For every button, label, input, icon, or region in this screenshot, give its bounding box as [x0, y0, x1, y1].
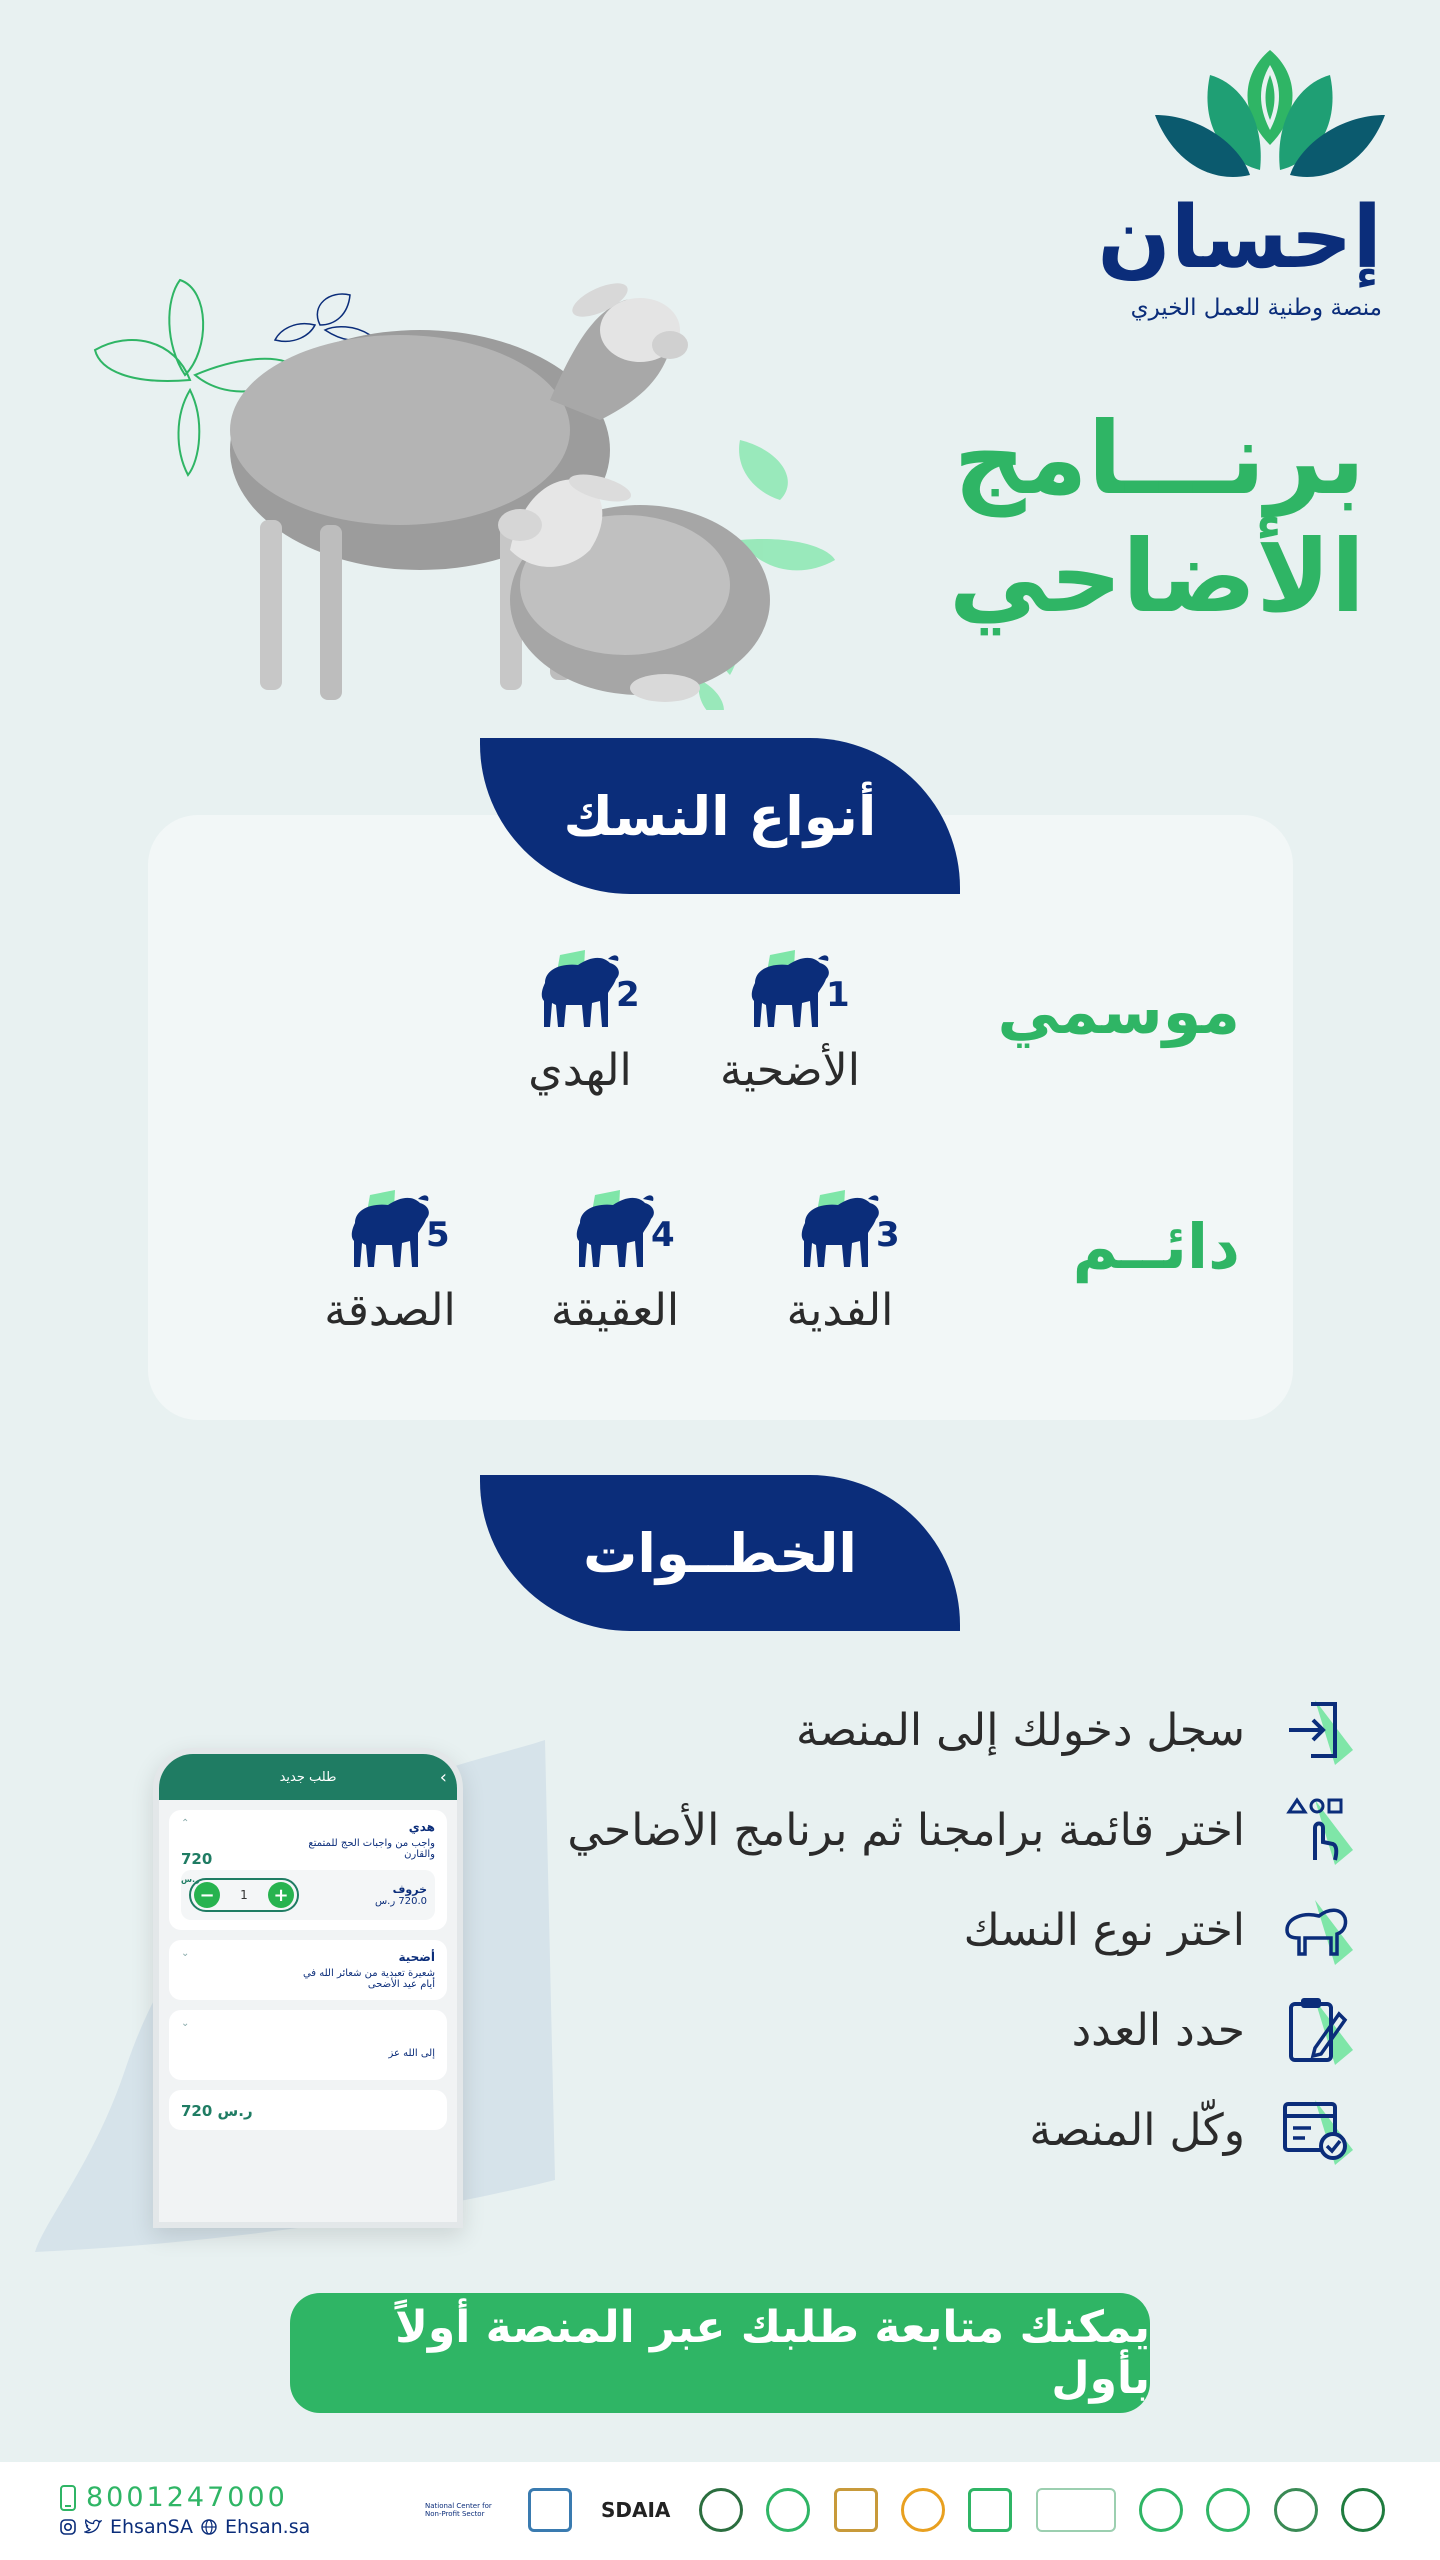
decrement-button[interactable]: − — [194, 1882, 220, 1908]
rite-name: الصدقة — [324, 1285, 456, 1336]
rite-number: 3 — [876, 1215, 900, 1255]
rite-number: 5 — [426, 1215, 450, 1255]
instagram-icon[interactable] — [60, 2519, 76, 2535]
rite-sadaqah — [290, 1185, 490, 1365]
leaf-emblem-icon — [1150, 45, 1390, 190]
chevron-up-icon[interactable]: ⌃ — [181, 1818, 190, 1829]
ministry-health-logo — [1206, 2488, 1250, 2532]
social-links — [60, 2516, 310, 2538]
rite-udhiyah — [690, 945, 890, 1125]
brand-name: إحسان — [1097, 188, 1382, 288]
sheep-icon — [740, 945, 840, 1035]
hotline[interactable] — [60, 2482, 288, 2513]
sheep-illustration — [80, 130, 840, 710]
rite-name: الأضحية — [720, 1045, 860, 1096]
rite-number: 2 — [616, 975, 640, 1015]
chevron-down-icon[interactable]: ⌄ — [181, 1948, 190, 1959]
phone-mockup — [35, 1740, 555, 2260]
ministry-interior-logo — [699, 2488, 743, 2532]
digital-government-logo — [528, 2488, 572, 2532]
rite-number: 4 — [651, 1215, 675, 1255]
step-text: حدد العدد — [1071, 2004, 1245, 2056]
third-card[interactable] — [169, 2010, 447, 2080]
social-handle[interactable]: EhsanSA — [110, 2516, 194, 2538]
website-link[interactable]: Ehsan.sa — [225, 2516, 311, 2538]
steps-heading: الخطــوات — [480, 1475, 960, 1631]
sheep-icon — [340, 1185, 440, 1275]
increment-button[interactable]: + — [268, 1882, 294, 1908]
back-arrow-icon[interactable]: › — [439, 1766, 447, 1788]
login-icon — [1275, 1690, 1355, 1770]
twitter-icon[interactable] — [84, 2519, 102, 2535]
title-line-1: برنـــامج — [953, 400, 1365, 517]
sdaia-logo: SDAIA — [600, 2498, 671, 2522]
step-text: سجل دخولك إلى المنصة — [796, 1704, 1245, 1756]
globe-icon — [201, 2519, 217, 2535]
program-title — [949, 400, 1365, 636]
total-price: 720 ر.س — [181, 2102, 253, 2120]
permanent-label: دائــم — [1072, 1210, 1240, 1283]
mobile-phone-icon — [60, 2485, 76, 2511]
chevron-down-icon[interactable]: ⌄ — [181, 2018, 190, 2029]
clipboard-edit-icon — [1275, 1990, 1355, 2070]
card-title: هدي — [408, 1820, 435, 1834]
rite-fidyah — [740, 1185, 940, 1365]
step-text: وكّل المنصة — [1029, 2104, 1245, 2156]
ministry-finance-logo — [1274, 2488, 1318, 2532]
rite-aqiqah — [515, 1185, 715, 1365]
card-price: 720 ر.س — [181, 1850, 213, 1884]
ncnp-logo: National Center for Non-Profit Sector — [425, 2502, 492, 2518]
step-text: اختر قائمة برامجنا ثم برنامج الأضاحي — [567, 1804, 1245, 1856]
udhiyah-card[interactable] — [169, 1940, 447, 2000]
saudi-emblem-logo — [1341, 2488, 1385, 2532]
ministry-emblem-logo — [766, 2488, 810, 2532]
card-description: واجب من واجبات الحج للمتمتع والقارن — [308, 1838, 435, 1860]
card-description: إلى الله عز — [388, 2048, 435, 2059]
rite-hady — [480, 945, 680, 1125]
ministry-hajj-logo — [1036, 2488, 1116, 2532]
quantity-value: 1 — [240, 1888, 248, 1902]
menu-select-icon — [1275, 1790, 1355, 1870]
seasonal-label: موسمي — [997, 975, 1240, 1048]
ministry-commerce-logo — [968, 2488, 1012, 2532]
option-price: 720.0 ر.س — [374, 1896, 427, 1907]
follow-order-banner[interactable]: يمكنك متابعة طلبك عبر المنصة أولاً بأول — [290, 2293, 1150, 2413]
sfda-logo — [1139, 2488, 1183, 2532]
title-line-2: الأضاحي — [948, 518, 1365, 635]
sheep-icon — [790, 1185, 890, 1275]
hady-card[interactable] — [169, 1810, 447, 1930]
rite-name: العقيقة — [550, 1285, 680, 1336]
sheep-icon — [1275, 1890, 1355, 1970]
types-heading: أنواع النسك — [480, 738, 960, 894]
option-name: خروف — [392, 1883, 427, 1896]
brand-tagline: منصة وطنية للعمل الخيري — [1130, 295, 1382, 321]
card-title: أضحية — [398, 1950, 435, 1964]
ministry-agriculture-logo — [901, 2488, 945, 2532]
phone-screen — [153, 1748, 463, 2228]
sheep-icon — [530, 945, 630, 1035]
rite-number: 1 — [826, 975, 850, 1015]
sheep-option — [181, 1870, 435, 1920]
total-bar — [169, 2090, 447, 2130]
sheep-icon — [565, 1185, 665, 1275]
rite-name: الهدي — [528, 1045, 632, 1096]
ehsan-logo — [1097, 45, 1390, 325]
step-text: اختر نوع النسك — [963, 1904, 1245, 1956]
authorize-icon — [1275, 2090, 1355, 2170]
card-description: شعيرة تعبدية من شعائر الله في أيام عيد الأضحى — [302, 1968, 435, 1990]
hotline-number: 8001247000 — [86, 2482, 288, 2513]
ministry-islamic-affairs-logo — [834, 2488, 878, 2532]
phone-header-title: طلب جديد — [279, 1769, 337, 1785]
rite-name: الفدية — [786, 1285, 894, 1336]
phone-header — [159, 1754, 457, 1800]
partner-logos — [425, 2478, 1385, 2542]
